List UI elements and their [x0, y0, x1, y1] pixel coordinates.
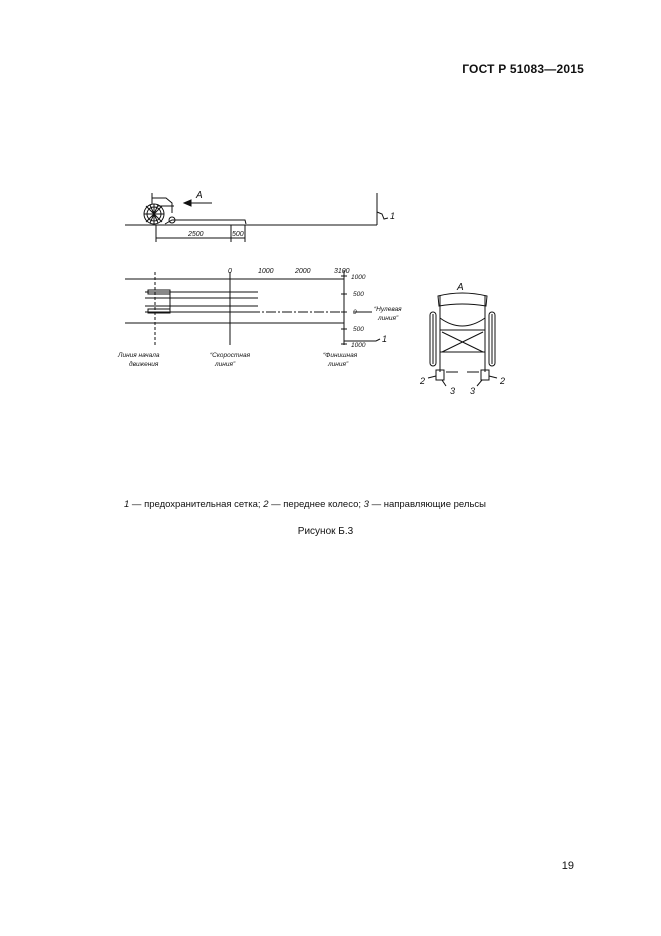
speed-line-label-2: линия” — [215, 361, 236, 368]
front-callout-3-left: 3 — [450, 386, 456, 396]
scale-y-500-bottom: 500 — [353, 326, 364, 333]
scale-x-1000: 1000 — [258, 268, 274, 275]
legend-number-3: 3 — [363, 499, 369, 510]
legend-text-1: — предохранительная сетка; — [129, 499, 264, 510]
wheelchair-side — [144, 193, 175, 224]
technical-drawing — [0, 0, 661, 420]
page-number: 19 — [561, 860, 574, 872]
scale-y-500-top: 500 — [353, 291, 364, 298]
front-callout-2-left: 2 — [420, 376, 426, 386]
scale-y-0: 0 — [353, 309, 357, 316]
finish-line-label-1: “Финишная — [323, 352, 358, 359]
scale-y-1000-bottom: 1000 — [351, 342, 366, 349]
side-view — [125, 193, 388, 242]
zero-line-label-1: “Нулевая — [374, 306, 402, 313]
front-callout-2-right: 2 — [500, 376, 506, 386]
side-callout-1: 1 — [390, 211, 396, 221]
start-line-label-2: движения — [129, 361, 159, 368]
legend-text-2: — переднее колесо; — [268, 499, 364, 510]
front-callout-3-right: 3 — [470, 386, 476, 396]
start-line-label-1: Линия начала — [118, 352, 160, 359]
zero-line-label-2: линия” — [378, 315, 399, 322]
scale-x-0: 0 — [228, 268, 232, 275]
dimension-2500: 2500 — [188, 231, 204, 238]
legend-number-1: 1 — [124, 499, 130, 510]
front-view-marker: А — [457, 282, 464, 293]
side-view-marker: А — [196, 190, 203, 201]
dimension-500: 500 — [232, 231, 244, 238]
scale-x-2000: 2000 — [295, 268, 311, 275]
wheelchair-front-view — [428, 293, 497, 386]
legend-text-3: — направляющие рельсы — [368, 499, 486, 510]
plan-view — [125, 270, 380, 345]
scale-y-1000-top: 1000 — [351, 274, 366, 281]
figure-title — [0, 526, 661, 537]
finish-line-label-2: линия” — [328, 361, 349, 368]
plan-callout-1: 1 — [382, 334, 388, 344]
legend-number-2: 2 — [263, 499, 269, 510]
figure-title-text: Рисунок Б.3 — [297, 526, 354, 537]
speed-line-label-1: “Скоростная — [210, 352, 251, 359]
scale-x-3100: 3100 — [334, 268, 350, 275]
document-header: ГОСТ Р 51083—2015 — [462, 62, 584, 76]
figure-legend — [124, 499, 486, 510]
